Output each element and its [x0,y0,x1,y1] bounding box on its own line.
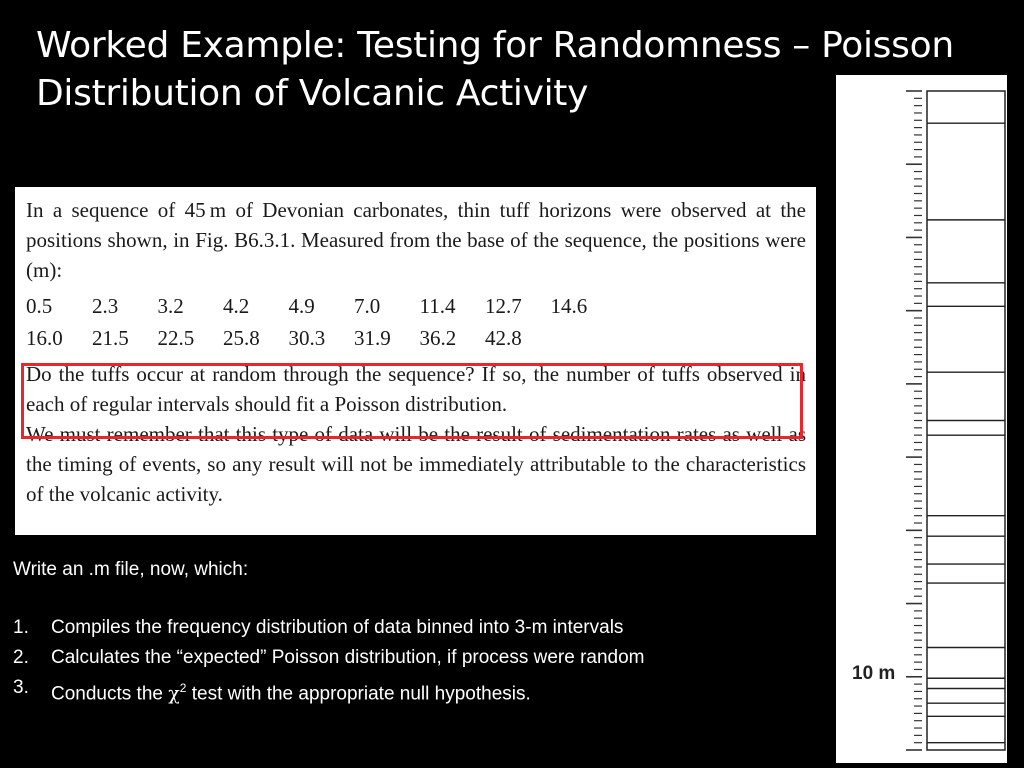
excerpt-intro-paragraph: In a sequence of 45 m of Devonian carbonates, thin tuff horizons were observed at the positions shown, in Fig. B6.3.1. Measured from the base of the sequence, the positions were (m): [26,198,806,282]
depth-scale-ticks [906,91,922,750]
task-item [13,613,813,643]
chi-symbol: χ [168,682,180,705]
position-value: 0.5 [26,294,53,318]
position-value: 42.8 [485,326,522,350]
task-item [13,673,813,709]
position-value: 30.3 [288,326,326,350]
task-text-post: test with the appropriate null hypothesis. [186,683,531,705]
position-value: 3.2 [157,294,184,318]
stratigraphic-column-drawing [836,75,1007,763]
instructions [13,557,813,709]
position-value: 25.8 [223,326,260,350]
position-value: 16.0 [26,326,63,350]
position-value: 12.7 [485,294,522,318]
position-value: 4.9 [288,294,315,318]
chi-superscript: 2 [179,681,187,695]
task-item [13,643,813,673]
position-value: 22.5 [157,326,195,350]
position-value: 7.0 [354,294,381,318]
position-value: 21.5 [92,326,129,350]
task-text: Calculates the “expected” Poisson distribution, if process were random [51,647,645,668]
position-value: 36.2 [419,326,457,350]
position-value: 11.4 [419,294,456,318]
task-text: Compiles the frequency distribution of data binned into 3-m intervals [51,617,624,638]
task-number: 3. [13,677,29,698]
position-value: 2.3 [92,294,119,318]
position-value: 14.6 [550,294,588,318]
instructions-intro: Write an .m file, now, which: [13,559,249,580]
excerpt-question-paragraph: Do the tuffs occur at random through the sequence? If so, the number of tuffs observed in each of regular intervals should fit a Poisson distribution. [26,362,806,416]
task-list [13,613,813,709]
task-number: 1. [13,617,29,638]
excerpt-note-paragraph: We must remember that this type of data will be the result of sedimentation rates as well as the timing of events, so any result will not be immediately attributable to the characteristics of the volcanic activity. [26,422,806,506]
task-text-pre: Conducts the [51,683,169,705]
position-value: 31.9 [354,326,391,350]
positions-row-1 [26,291,806,321]
stratigraphic-column-figure [836,75,1007,763]
position-value: 4.2 [223,294,250,318]
task-text [51,673,531,709]
slide-title: Worked Example: Testing for Randomness – Poisson Distribution of Volcanic Activity [36,25,954,114]
scale-bar-label: 10 m [852,663,896,684]
positions-row-2 [26,323,806,353]
textbook-excerpt-image [15,187,816,535]
task-number: 2. [13,647,29,668]
